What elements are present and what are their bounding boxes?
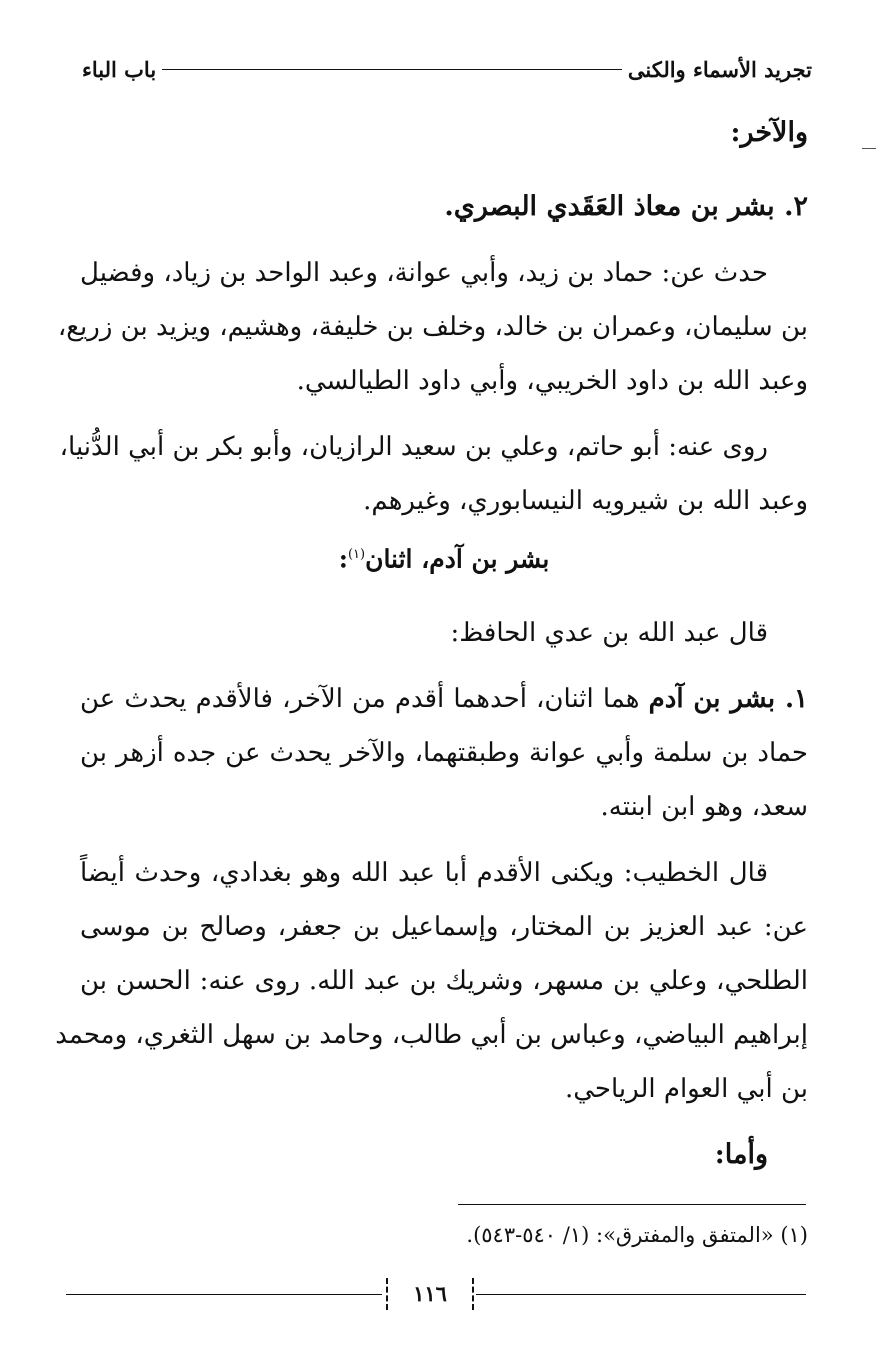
text-line: قال الخطيب: ويكنى الأقدم أبا عبد الله وهو بغدادي، وحدث أيضاً: [80, 858, 768, 889]
section-heading-colon: :: [338, 544, 348, 574]
header-chapter-title: باب الباء: [82, 56, 157, 82]
continuation-label: وأما:: [714, 1139, 768, 1171]
text-line: إبراهيم البياضي، وعباس بن أبي طالب، وحامد بن سهل الثغري، ومحمد: [55, 1020, 808, 1051]
header-book-title: تجريد الأسماء والكنى: [627, 56, 812, 82]
footer-rule: [476, 1294, 806, 1295]
entry-name: ١. بشر بن آدم: [648, 684, 809, 715]
paragraph-teachers: [57, 246, 808, 408]
paragraph-entry1: [80, 672, 808, 834]
text-line: الطلحي، وعلي بن مسهر، وشريك بن عبد الله. روى عنه: الحسن بن: [80, 966, 808, 997]
text-line: روى عنه: أبو حاتم، وعلي بن سعيد الرازيان، وأبو بكر بن أبي الدُّنيا،: [59, 432, 768, 462]
text-line: وعبد الله بن داود الخريبي، وأبي داود الطيالسي.: [296, 366, 808, 396]
page-footer: [66, 1276, 806, 1312]
footnote: (١) «المتفق والمفترق»: (١/ ٥٤٠-٥٤٣).: [466, 1223, 808, 1247]
text-line: قال عبد الله بن عدي الحافظ:: [450, 618, 768, 649]
text-line: [80, 672, 808, 726]
footnote-marker: (١): [347, 547, 366, 562]
text-line: حدث عن: حماد بن زيد، وأبي عوانة، وعبد الواحد بن زياد، وفضيل: [80, 258, 768, 288]
header-rule: [162, 69, 622, 70]
entry-text: هما اثنان، أحدهما أقدم من الآخر، فالأقدم يحدث عن: [80, 684, 640, 715]
section-heading-text: بشر بن آدم، اثنان: [365, 544, 550, 574]
text-line: وعبد الله بن شيرويه النيسابوري، وغيرهم.: [363, 486, 808, 516]
page-number: ١١٦: [386, 1278, 474, 1310]
text-line: بن أبي العوام الرياحي.: [564, 1074, 808, 1105]
stray-mark: [862, 148, 876, 149]
paragraph-students: [59, 420, 808, 528]
footer-rule: [66, 1294, 382, 1295]
text-line: سعد، وهو ابن ابنته.: [600, 792, 808, 823]
continuation-label: والآخر:: [730, 117, 808, 148]
paragraph-khatib: [55, 846, 808, 1116]
entry-heading: ٢. بشر بن معاذ العَقَدي البصري.: [444, 191, 808, 222]
text-line: حماد بن سلمة وأبي عوانة وطبقتهما، والآخر يحدث عن جده أزهر بن: [80, 738, 808, 769]
text-line: بن سليمان، وعمران بن خالد، وخلف بن خليفة، وهشيم، ويزيد بن زريع،: [57, 312, 808, 342]
section-heading: [80, 528, 808, 586]
running-header: [82, 52, 812, 86]
body-text: [55, 106, 809, 1182]
text-line: عن: عبد العزيز بن المختار، وإسماعيل بن جعفر، وصالح بن موسى: [80, 912, 808, 943]
footnote-rule: [458, 1204, 806, 1205]
